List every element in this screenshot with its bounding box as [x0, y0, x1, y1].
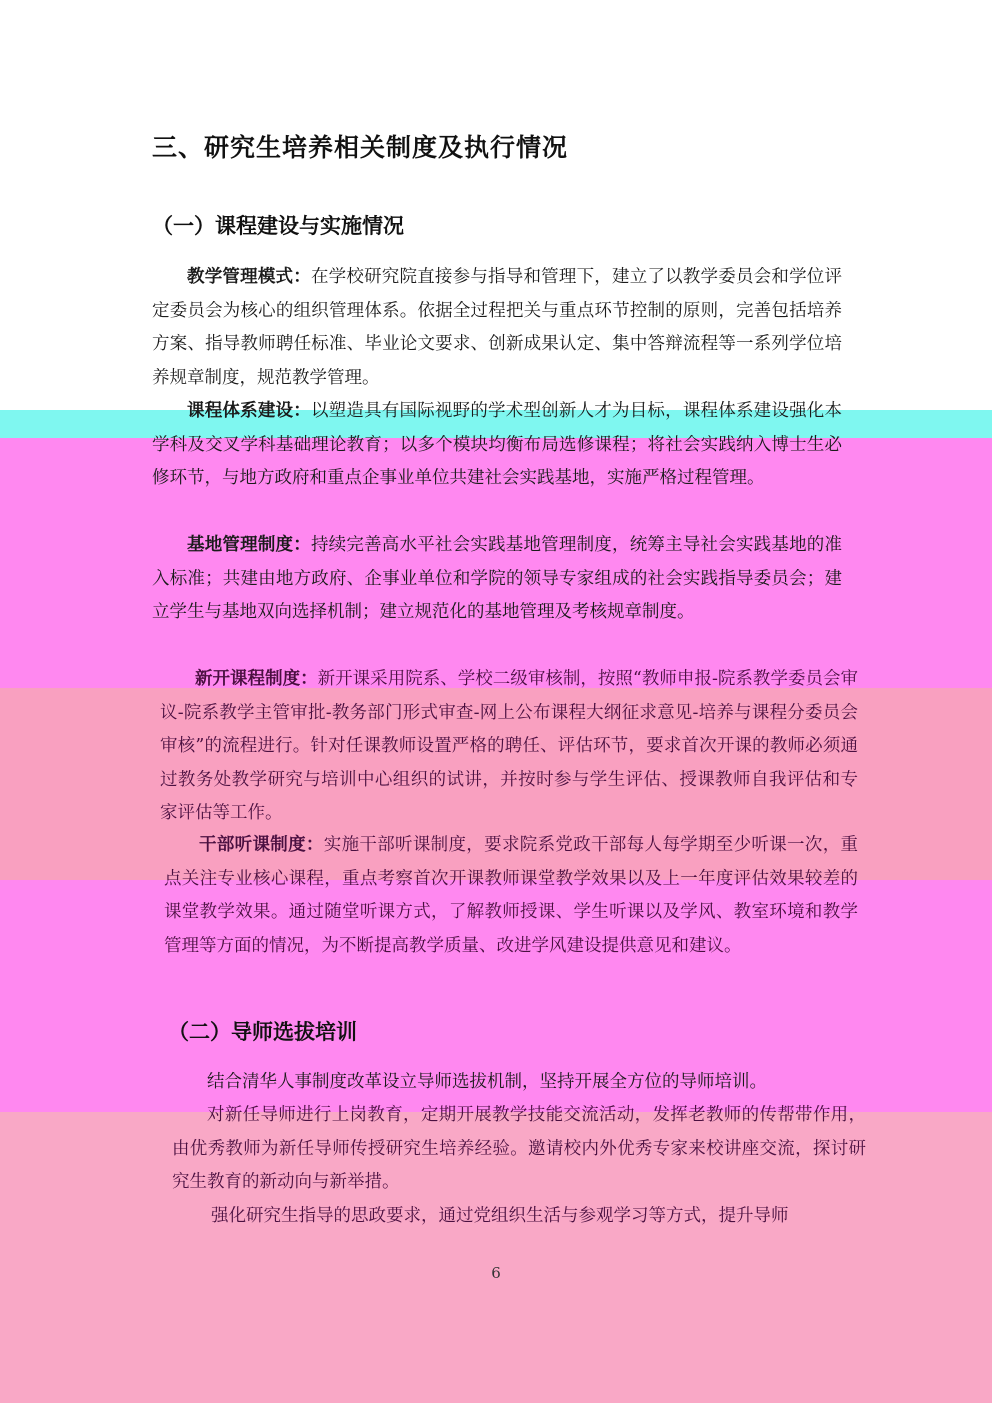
paragraph-body: 强化研究生指导的思政要求，通过党组织生活与参观学习等方式，提升导师: [211, 1206, 789, 1226]
page-heading: 三、研究生培养相关制度及执行情况: [152, 133, 569, 162]
section-title-mentor: （二）导师选拔培训: [168, 1019, 357, 1044]
paragraph-body: 对新任导师进行上岗教育，定期开展教学技能交流活动，发挥老教师的传帮带作用，由优秀教师为新任导师传授研究生培养经验。邀请校内外优秀专家来校讲座交流，探讨研究生教育的新动向与新举措。: [172, 1105, 866, 1192]
paragraph-lead: 干部听课制度：: [199, 835, 324, 855]
paragraph-new-course: [160, 663, 858, 831]
paragraph-cadre-lecture: [164, 829, 858, 963]
page-number: 6: [491, 1264, 501, 1282]
paragraph-lead: 基地管理制度：: [187, 535, 311, 555]
paragraph-teaching-management: [152, 261, 842, 395]
paragraph-mentor-training: [172, 1099, 866, 1200]
paragraph-body: 新开课采用院系、学校二级审核制，按照“教师申报-院系教学委员会审议-院系教学主管审批-教务部门形式审查-网上公布课程大纲征求意见-培养与课程分委员会审核”的流程进行。针对任课教师设置严格的聘任、评估环节，要求首次开课的教师必须通过教务处教学研究与培训中心组织的试讲，并按时参与学生评估、授课教师自我评估和专家评估等工作。: [160, 669, 859, 823]
paragraph-body: 在学校研究院直接参与指导和管理下，建立了以教学委员会和学位评定委员会为核心的组织管理体系。依据全过程把关与重点环节控制的原则，完善包括培养方案、指导教师聘任标准、毕业论文要求、创新成果认定、集中答辩流程等一系列学位培养规章制度，规范教学管理。: [152, 267, 843, 388]
paragraph-lead: 新开课程制度：: [195, 669, 318, 689]
paragraph-course-system: [152, 395, 842, 496]
paragraph-mentor-ideology: [176, 1200, 866, 1234]
paragraph-mentor-selection: [172, 1066, 866, 1100]
paragraph-body: 实施干部听课制度，要求院系党政干部每人每学期至少听课一次，重点关注专业核心课程，重点考察首次开课教师课堂教学效果以及上一年度评估效果较差的课堂教学效果。通过随堂听课方式，了解教师授课、学生听课以及学风、教室环境和教学管理等方面的情况，为不断提高教学质量、改进学风建设提供意见和建议。: [164, 835, 859, 956]
paragraph-body: 以塑造具有国际视野的学术型创新人才为目标，课程体系建设强化本学科及交叉学科基础理论教育；以多个模块均衡布局选修课程；将社会实践纳入博士生必修环节，与地方政府和重点企事业单位共建社会实践基地，实施严格过程管理。: [152, 401, 843, 488]
paragraph-body: 持续完善高水平社会实践基地管理制度，统筹主导社会实践基地的准入标准；共建由地方政府、企事业单位和学院的领导专家组成的社会实践指导委员会；建立学生与基地双向选择机制；建立规范化的基地管理及考核规章制度。: [152, 535, 843, 622]
paragraph-lead: 课程体系建设：: [187, 401, 311, 421]
section-title-course: （一）课程建设与实施情况: [152, 213, 404, 238]
paragraph-base-management: [152, 529, 842, 630]
paragraph-body: 结合清华人事制度改革设立导师选拔机制，坚持开展全方位的导师培训。: [207, 1072, 767, 1092]
paragraph-lead: 教学管理模式：: [187, 267, 311, 287]
